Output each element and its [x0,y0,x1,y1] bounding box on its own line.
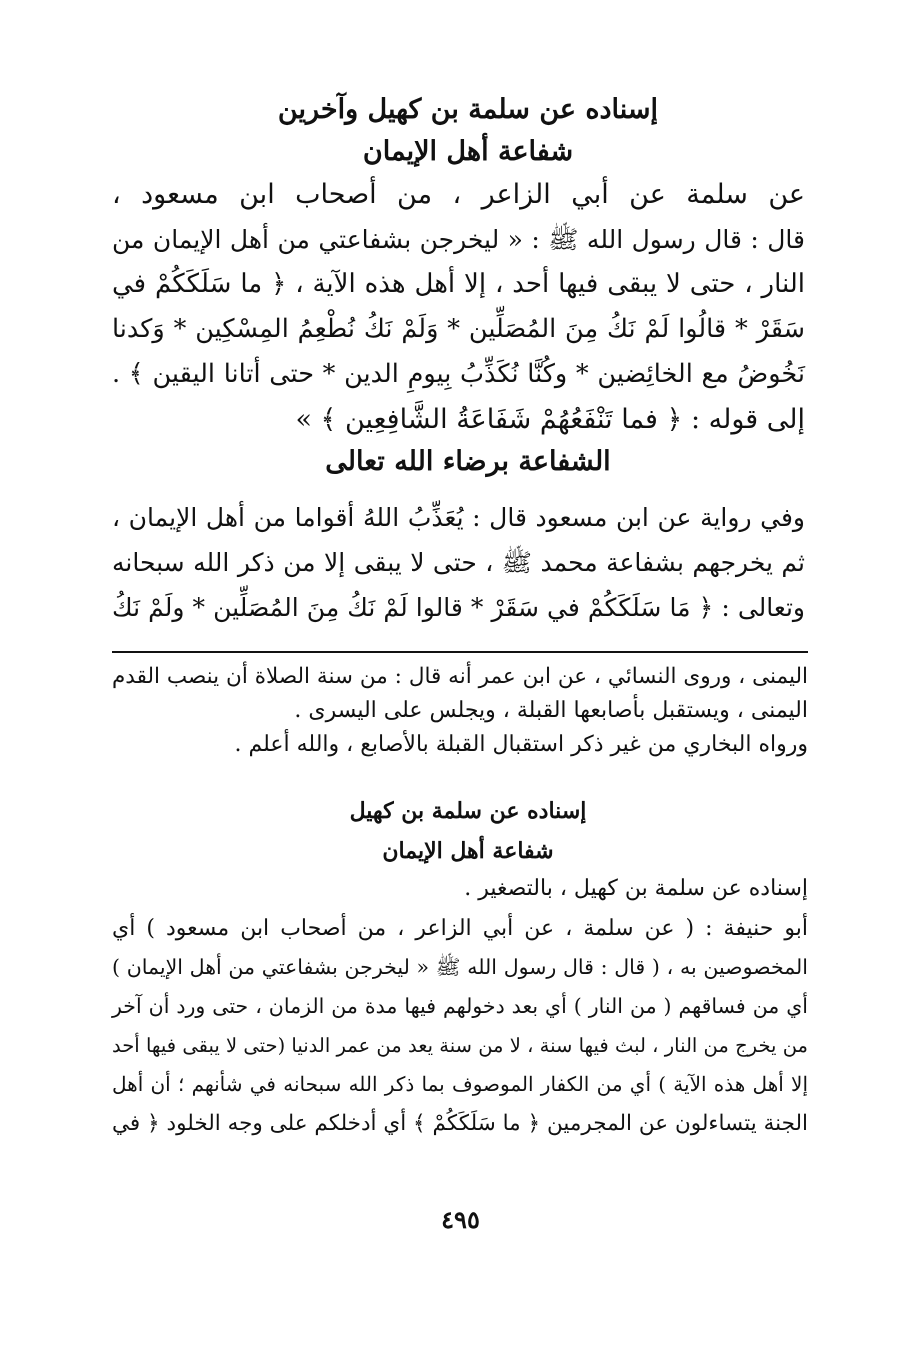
commentary-paragraph-2 [112,871,808,907]
text-line: من يخرج من النار ، لبث فيها سنة ، لا من سنة يعد من عمر الدنيا (حتى لا يبقى فيها أحد [112,1034,808,1057]
text-line: سَقَرْ * قالُوا لَمْ نَكُ مِنَ المُصَلِّين * وَلَمْ نَكُ نُطْعِمُ المِسْكِين * وَكدنا [112,314,805,344]
text-line: أي من فساقهم ( من النار ) أي بعد دخولهم فيها مدة من الزمان ، حتى ورد أن آخر [112,994,808,1018]
footnote-divider [112,651,808,653]
text-line: النار ، حتى لا يبقى فيها أحد ، إلا أهل هذه الآية ، ﴿ ما سَلَكَكُمْ في [112,269,805,299]
text-line: عن سلمة عن أبي الزاعر ، من أصحاب ابن مسعود ، [112,179,805,210]
text-line: وفي رواية عن ابن مسعود قال : يُعَذِّبُ اللهُ أقواما من أهل الإيمان ، [112,503,805,532]
page-number: ٤٩٥ [441,1205,480,1234]
text-line: الجنة يتساءلون عن المجرمين ﴿ ما سَلَكَكُمْ ﴾ أي أدخلكم على وجه الخلود ﴿ في [112,1111,808,1136]
main-paragraph-1 [112,172,805,442]
main-paragraph-2 [112,495,805,630]
text-line: قال : قال رسول الله ﷺ : « ليخرجن بشفاعتي من أهل الإيمان من [112,225,805,254]
text-line: اليمنى ، وروى النسائي ، عن ابن عمر أنه قال : من سنة الصلاة أن ينصب القدم [112,664,808,689]
text-line: المخصوصين به ، ( قال : قال رسول الله ﷺ « ليخرجن بشفاعتي من أهل الإيمان ) [112,955,808,979]
text-line: نَخُوضُ مع الخائِضين * وكُنَّا نُكَذِّبُ بِيومِ الدين * حتى أتانا اليقين ﴾ . [112,359,805,389]
text-line: اليمنى ، ويستقبل بأصابعها القبلة ، ويجلس على اليسرى . [294,698,808,723]
commentary-subheading-intercession: شفاعة أهل الإيمان [382,838,554,864]
section-heading-isnad: إسناده عن سلمة بن كهيل وآخرين [277,94,659,125]
text-line: إسناده عن سلمة بن كهيل ، بالتصغير . [464,876,808,901]
commentary-paragraph-1 [112,660,808,762]
commentary-paragraph-3 [112,909,808,1143]
text-line: أبو حنيفة : ( عن سلمة ، عن أبي الزاعر ، من أصحاب ابن مسعود ) أي [112,916,808,941]
section-subheading-intercession: شفاعة أهل الإيمان [362,136,574,167]
text-line: إلى قوله : ﴿ فما تَنْفَعُهُمْ شَفَاعَةُ الشَّافِعِين ﴾ » [295,404,805,435]
text-line: وتعالى : ﴿ مَا سَلَكَكُمْ في سَقَرْ * قالوا لَمْ نَكُ مِنَ المُصَلِّين * ولَمْ نَكُ [112,593,805,622]
commentary-heading-isnad: إسناده عن سلمة بن كهيل [349,798,587,824]
text-line: إلا أهل هذه الآية ) أي من الكفار الموصوف بما ذكر الله سبحانه في شأنهم ؛ أن أهل [112,1072,808,1096]
text-line: ورواه البخاري من غير ذكر استقبال القبلة بالأصابع ، والله أعلم . [234,732,808,757]
text-line: ثم يخرجهم بشفاعة محمد ﷺ ، حتى لا يبقى إلا من ذكر الله سبحانه [112,548,805,577]
section-subheading-divine-consent: الشفاعة برضاء الله تعالى [325,446,611,477]
